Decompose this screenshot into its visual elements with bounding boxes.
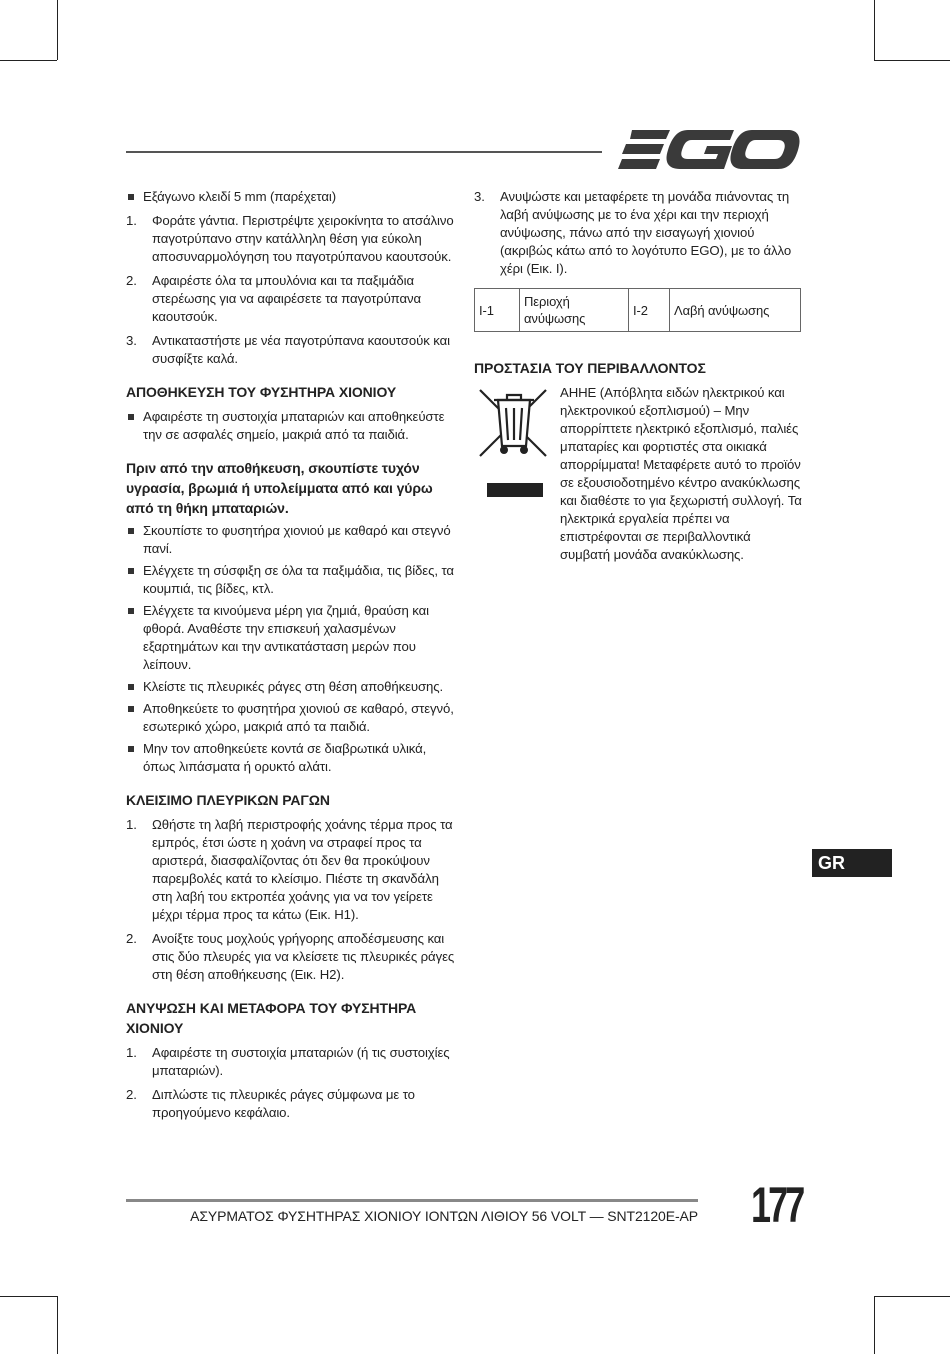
storage-bullet: Μην τον αποθηκεύετε κοντά σε διαβρωτικά υλικά, όπως λιπάσματα ή ορυκτό αλάτι. — [126, 740, 456, 776]
step-number: 1. — [126, 1045, 137, 1060]
crop-mark — [874, 1296, 950, 1297]
language-tab: GR — [812, 849, 892, 877]
weee-crossed-bin-icon — [474, 386, 554, 458]
ego-logo — [618, 128, 800, 177]
lift-step — [474, 188, 804, 278]
storage-bullet: Κλείστε τις πλευρικές ράγες στη θέση αποθήκευσης. — [126, 678, 456, 696]
step-number: 3. — [474, 189, 485, 204]
step-text: Φοράτε γάντια. Περιστρέψτε χειροκίνητα το ατσάλινο παγοτρύπανο στην κατάλληλη θέση για εύκολη αποσυναρμολόγηση του παγοτρύπανου καουτσούκ. — [152, 213, 454, 264]
part-label: Περιοχή ανύψωσης — [520, 289, 629, 332]
crop-mark — [874, 1296, 875, 1354]
storage-heading: ΑΠΟΘΗΚΕΥΣΗ ΤΟΥ ΦΥΣΗΤΗΡΑ ΧΙΟΝΙΟΥ — [126, 384, 397, 400]
install-step — [126, 332, 456, 368]
table-row — [475, 289, 801, 332]
footer-title: ΑΣΥΡΜΑΤΟΣ ΦΥΣΗΤΗΡΑΣ ΧΙΟΝΙΟΥ ΙΟΝΤΩΝ ΛΙΘΙΟΥ 56 VOLT — SNT2120E-AP — [190, 1208, 698, 1224]
weee-symbol — [474, 384, 560, 564]
part-code: I-2 — [629, 289, 670, 332]
parts-table — [474, 288, 801, 332]
install-step — [126, 212, 456, 266]
crop-mark — [0, 60, 57, 61]
step-number: 1. — [126, 817, 137, 832]
crop-mark — [57, 0, 58, 60]
storage-bullet: Αποθηκεύετε το φυσητήρα χιονιού σε καθαρό, στεγνό, εσωτερικό χώρο, μακριά από τα παιδιά. — [126, 700, 456, 736]
env-block — [474, 384, 804, 564]
crop-mark — [0, 1296, 57, 1297]
env-text: ΑΗΗΕ (Απόβλητα ειδών ηλεκτρικού και ηλεκτρονικού εξοπλισμού) – Μην απορρίπτετε ηλεκτρικό εξοπλισμό, παλιές μπαταρίες και φορτιστές στα οικιακά απορρίμματα! Μεταφέρετε αυτό το προϊόν σε εξουσιοδοτημένο κέντρο ανακύκλωσης και διαθέστε το για ξεχωριστή συλλογή. Τα ηλεκτρικά εργαλεία πρέπει να επιστρέφονται σε περιβαλλοντικά συμβατή μονάδα ανακύκλωσης. — [560, 385, 802, 562]
storage-bullet: Σκουπίστε το φυσητήρα χιονιού με καθαρό και στεγνό πανί. — [126, 522, 456, 558]
env-heading: ΠΡΟΣΤΑΣΙΑ ΤΟΥ ΠΕΡΙΒΑΛΛΟΝΤΟΣ — [474, 360, 706, 376]
storage-bullet: Ελέγχετε τα κινούμενα μέρη για ζημιά, θραύση και φθορά. Αναθέστε την επισκευή χαλασμένων εξαρτημάτων και την αντικατάσταση μερών που λείπουν. — [126, 602, 456, 674]
crop-mark — [57, 1296, 58, 1354]
lift-step — [126, 1044, 456, 1080]
right-column — [474, 188, 804, 564]
lift-heading: ΑΝΥΨΩΣΗ ΚΑΙ ΜΕΤΑΦΟΡΑ ΤΟΥ ΦΥΣΗΤΗΡΑ ΧΙΟΝΙΟΥ — [126, 1000, 417, 1036]
install-step — [126, 272, 456, 326]
part-code: I-1 — [475, 289, 520, 332]
step-number: 2. — [126, 1087, 137, 1102]
crop-mark — [874, 0, 875, 60]
header-rule — [126, 151, 602, 153]
step-text: Αντικαταστήστε με νέα παγοτρύπανα καουτσούκ και συσφίξτε καλά. — [152, 333, 450, 366]
lift-step — [126, 1086, 456, 1122]
storage-bullet: Αφαιρέστε τη συστοιχία μπαταριών και αποθηκεύστε την σε ασφαλές σημείο, μακριά από τα παιδιά. — [126, 408, 456, 444]
footer-rule — [126, 1199, 698, 1202]
step-number: 3. — [126, 333, 137, 348]
step-number: 2. — [126, 273, 137, 288]
rails-step — [126, 930, 456, 984]
weee-bar — [487, 483, 543, 497]
page-number: 177 — [751, 1177, 803, 1233]
step-text: Αφαιρέστε όλα τα μπουλόνια και τα παξιμάδια στερέωσης για να αφαιρέσετε τα παγοτρύπανα καουτσούκ. — [152, 273, 422, 324]
tool-bullet: Εξάγωνο κλειδί 5 mm (παρέχεται) — [126, 188, 456, 206]
rails-step — [126, 816, 456, 924]
step-text: Ανυψώστε και μεταφέρετε τη μονάδα πιάνοντας τη λαβή ανύψωσης με το ένα χέρι και την περιοχή ανύψωσης, πάνω από την εισαγωγή χιονιού (ακριβώς κάτω από το λογότυπο EGO), με το άλλο χέρι (Εικ. I). — [500, 189, 792, 276]
part-label: Λαβή ανύψωσης — [670, 289, 801, 332]
crop-mark — [874, 60, 950, 61]
step-text: Αφαιρέστε τη συστοιχία μπαταριών (ή τις συστοιχίες μπαταριών). — [152, 1045, 450, 1078]
storage-warning: Πριν από την αποθήκευση, σκουπίστε τυχόν υγρασία, βρωμιά ή υπολείμματα από και γύρω από τη θήκη μπαταριών. — [126, 460, 433, 516]
storage-bullet: Ελέγχετε τη σύσφιξη σε όλα τα παξιμάδια, τις βίδες, τα κουμπιά, τις βίδες, κτλ. — [126, 562, 456, 598]
step-text: Διπλώστε τις πλευρικές ράγες σύμφωνα με το προηγούμενο κεφάλαιο. — [152, 1087, 415, 1120]
step-number: 2. — [126, 931, 137, 946]
step-text: Ανοίξτε τους μοχλούς γρήγορης αποδέσμευσης και στις δύο πλευρές για να κλείσετε τις πλευρικές ράγες στη θέση αποθήκευσης (Εικ. H2). — [152, 931, 455, 982]
step-text: Ωθήστε τη λαβή περιστροφής χοάνης τέρμα προς τα εμπρός, έτσι ώστε η χοάνη να στραφεί προς τα αριστερά, διασφαλίζοντας ότι δεν θα προκύψουν παρεμβολές κατά το κλείσιμο. Πιέστε τη σκανδάλη στη λαβή του εκτροπέα χοάνης για να τον γείρετε μέχρι τέρμα προς τα κάτω (Εικ. H1). — [152, 817, 453, 922]
left-column — [126, 188, 456, 1128]
step-number: 1. — [126, 213, 137, 228]
rails-heading: ΚΛΕΙΣΙΜΟ ΠΛΕΥΡΙΚΩΝ ΡΑΓΩΝ — [126, 792, 330, 808]
